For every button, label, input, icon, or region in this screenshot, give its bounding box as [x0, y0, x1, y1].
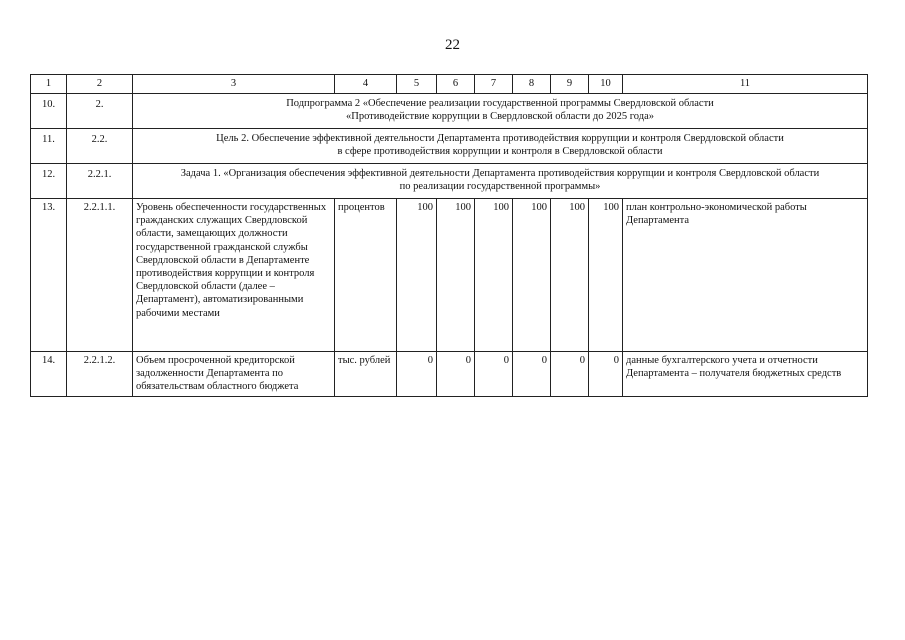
row-code: 2.2.1.2.	[67, 352, 133, 397]
value-cell: 0	[589, 352, 623, 397]
header-cell-1: 1	[31, 75, 67, 94]
page-number: 22	[445, 37, 460, 53]
goal-title	[133, 129, 868, 164]
header-cell-9: 9	[551, 75, 589, 94]
subprogram-title-line2: «Противодействие коррупции в Свердловской области до 2025 года»	[345, 111, 655, 123]
row-code: 2.2.1.	[67, 164, 133, 199]
row-number: 14.	[31, 352, 67, 397]
row-number: 10.	[31, 94, 67, 129]
value-cell: 0	[475, 352, 513, 397]
table-row	[31, 352, 868, 397]
value-cell: 0	[513, 352, 551, 397]
value-cell: 0	[551, 352, 589, 397]
data-source: данные бухгалтерского учета и отчетности Департамента – получателя бюджетных средств	[623, 352, 868, 397]
goal-title-line1: Цель 2. Обеспечение эффективной деятельности Департамента противодействия коррупции и контроля Свердловской области	[216, 133, 784, 144]
header-cell-10: 10	[589, 75, 623, 94]
table-row	[31, 199, 868, 352]
row-code: 2.	[67, 94, 133, 129]
indicator-name: Объем просроченной кредиторской задолженности Департамента по обязательствам областного бюджета	[133, 352, 335, 397]
unit-of-measure: тыс. рублей	[335, 352, 397, 397]
header-row	[31, 75, 868, 94]
value-cell: 0	[397, 352, 437, 397]
indicators-table	[30, 74, 868, 397]
header-cell-6: 6	[437, 75, 475, 94]
row-code: 2.2.	[67, 129, 133, 164]
row-number: 11.	[31, 129, 67, 164]
value-cell: 0	[437, 352, 475, 397]
unit-of-measure: процентов	[335, 199, 397, 352]
header-cell-7: 7	[475, 75, 513, 94]
header-cell-2: 2	[67, 75, 133, 94]
value-cell: 100	[551, 199, 589, 352]
task-title-line2: по реализации государственной программы»	[399, 181, 601, 193]
task-title-line1: Задача 1. «Организация обеспечения эффективной деятельности Департамента противодействия коррупции и контроля Свердловской области	[180, 168, 820, 179]
header-cell-5: 5	[397, 75, 437, 94]
table-row	[31, 94, 868, 129]
value-cell: 100	[437, 199, 475, 352]
value-cell: 100	[589, 199, 623, 352]
value-cell: 100	[475, 199, 513, 352]
task-title	[133, 164, 868, 199]
table-row	[31, 164, 868, 199]
value-cell: 100	[513, 199, 551, 352]
header-cell-4: 4	[335, 75, 397, 94]
table-row	[31, 129, 868, 164]
header-cell-11: 11	[623, 75, 868, 94]
subprogram-title	[133, 94, 868, 129]
header-cell-8: 8	[513, 75, 551, 94]
indicator-name: Уровень обеспеченности государственных гражданских служащих Свердловской области, замещающих должности государственной гражданской службы Свердловской области в Департаменте противодействия коррупции и контроля Свердловской области (далее –Департамент), автоматизированными рабочими местами	[133, 199, 335, 352]
row-code: 2.2.1.1.	[67, 199, 133, 352]
data-source: план контрольно-экономической работы Департамента	[623, 199, 868, 352]
value-cell: 100	[397, 199, 437, 352]
header-cell-3: 3	[133, 75, 335, 94]
goal-title-line2: в сфере противодействия коррупции и контроля в Свердловской области	[337, 146, 663, 158]
row-number: 13.	[31, 199, 67, 352]
subprogram-title-line1: Подпрограмма 2 «Обеспечение реализации государственной программы Свердловской области	[286, 98, 714, 109]
row-number: 12.	[31, 164, 67, 199]
